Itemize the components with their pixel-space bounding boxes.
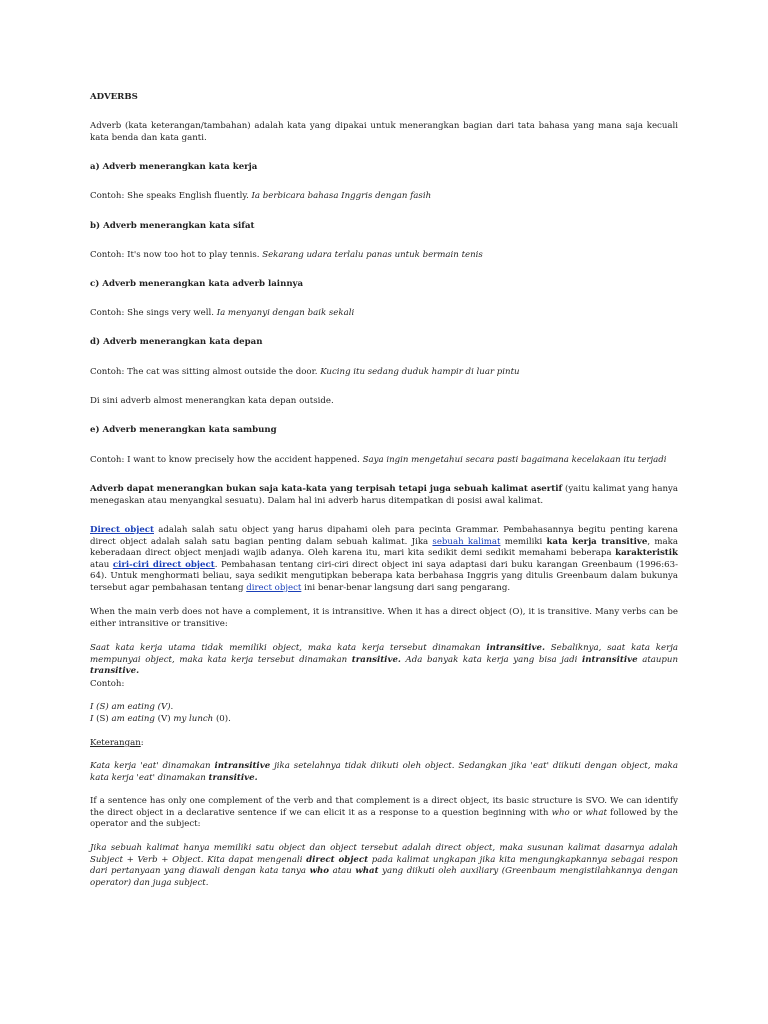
- section-e-heading: e) Adverb menerangkan kata sambung: [90, 425, 277, 435]
- direct-object-link-2[interactable]: direct object: [246, 582, 302, 593]
- section-d-heading: d) Adverb menerangkan kata depan: [90, 337, 263, 347]
- example-indonesian: Ia berbicara bahasa Inggris dengan fasih: [251, 191, 432, 201]
- contoh-label: Contoh:: [90, 679, 125, 689]
- example-indonesian: Saya ingin mengetahui secara pasti bagaimana kecelakaan itu terjadi: [362, 455, 667, 465]
- asertif-paragraph: Adverb dapat menerangkan bukan saja kata-kata yang terpisah tetapi juga sebuah kalimat asertif (yaitu kalimat yang hanya menegaskan atau menyangkal sesuatu). Dalam hal ini adverb harus ditempatkan di posisi awal kalimat.: [90, 484, 678, 506]
- example-english: Contoh: She sings very well.: [90, 308, 217, 318]
- asertif-bold-text: Adverb dapat menerangkan bukan saja kata-kata yang terpisah tetapi juga sebuah kalimat asertif: [90, 484, 563, 494]
- svo-translation-paragraph: Jika sebuah kalimat hanya memiliki satu object dan object tersebut adalah direct object, maka susunan kalimat dasarnya adalah Subject + Verb + Object. Kita dapat mengenali direct object pada kalimat ungkapan jika kita mengungkapkannya sebagai respon dari pertanyaan yang diawali dengan kata tanya who atau what yang diikuti oleh auxiliary (Greenbaum mengistilahkannya dengan operator) dan juga subject.: [90, 843, 679, 888]
- example-english: Contoh: The cat was sitting almost outside the door.: [90, 367, 321, 377]
- keterangan-paragraph: Kata kerja 'eat' dinamakan intransitive jika setelahnya tidak diikuti oleh object. Sedangkan jika 'eat' diikuti dengan object, maka kata kerja 'eat' dinamakan transitive.: [90, 761, 678, 783]
- example-line-1: I (S) am eating (V).: [90, 702, 174, 712]
- svo-paragraph: If a sentence has only one complement of the verb and that complement is a direct object, its basic structure is SVO. We can identify the direct object in a declarative sentence if we can elicit it as a response to a question beginning with who or what followed by the operator and the subject:: [90, 796, 678, 830]
- section-d-example: [90, 367, 678, 379]
- example-indonesian: Kucing itu sedang duduk hampir di luar pintu: [320, 367, 520, 377]
- section-c-heading: c) Adverb menerangkan kata adverb lainnya: [90, 279, 304, 289]
- section-a-example: [90, 191, 678, 203]
- main-verb-paragraph: When the main verb does not have a complement, it is intransitive. When it has a direct object (O), it is transitive. Many verbs can be either intransitive or transitive:: [90, 607, 678, 629]
- section-b-heading: b) Adverb menerangkan kata sifat: [90, 221, 255, 231]
- direct-object-paragraph: Direct object adalah salah satu object yang harus dipahami oleh para pecinta Grammar. Pembahasannya begitu penting karena direct object adalah salah satu bagian penting dalam sebuah kalimat. Jika sebuah kalimat memiliki kata kerja transitive, maka keberadaan direct object menjadi wajib adanya. Oleh karena itu, mari kita sedikit demi sedikit memahami beberapa karakteristik atau ciri-ciri direct object. Pembahasan tentang ciri-ciri direct object ini saya adaptasi dari buku karangan Greenbaum (1996:63-64). Untuk menghormati beliau, saya sedikit mengutipkan beberapa kata berbahasa Inggris yang ditulis Greenbaum dalam bukunya tersebut agar pembahasan tentang direct object ini benar-benar langsung dari sang pengarang.: [90, 525, 679, 593]
- section-d-note: Di sini adverb almost menerangkan kata depan outside.: [90, 396, 334, 406]
- doc-title: ADVERBS: [90, 92, 138, 102]
- section-b-example: [90, 250, 678, 262]
- section-a-heading: a) Adverb menerangkan kata kerja: [90, 162, 258, 172]
- section-c-example: [90, 308, 678, 320]
- example-english: Contoh: It's now too hot to play tennis.: [90, 250, 263, 260]
- intro-paragraph: Adverb (kata keterangan/tambahan) adalah kata yang dipakai untuk menerangkan bagian dari tata bahasa yang mana saja kecuali kata benda dan kata ganti.: [90, 121, 678, 143]
- example-english: Contoh: She speaks English fluently.: [90, 191, 252, 201]
- keterangan-label: Keterangan:: [90, 738, 144, 748]
- example-indonesian: Sekarang udara terlalu panas untuk bermain tenis: [262, 250, 483, 260]
- ciri-ciri-direct-object-link[interactable]: ciri-ciri direct object: [112, 559, 215, 570]
- example-indonesian: Ia menyanyi dengan baik sekali: [216, 308, 355, 318]
- example-english: Contoh: I want to know precisely how the accident happened.: [90, 455, 363, 465]
- example-line-2: I (S) am eating (V) my lunch (0).: [90, 714, 231, 724]
- section-e-example: [90, 455, 678, 467]
- sebuah-kalimat-link[interactable]: sebuah kalimat: [432, 536, 501, 547]
- direct-object-link[interactable]: Direct object: [90, 525, 154, 535]
- intransitive-paragraph: Saat kata kerja utama tidak memiliki object, maka kata kerja tersebut dinamakan intransitive. Sebaliknya, saat kata kerja mempunyai object, maka kata kerja tersebut dinamakan transitive. Ada banyak kata kerja yang bisa jadi intransitive ataupun transitive.: [90, 643, 678, 677]
